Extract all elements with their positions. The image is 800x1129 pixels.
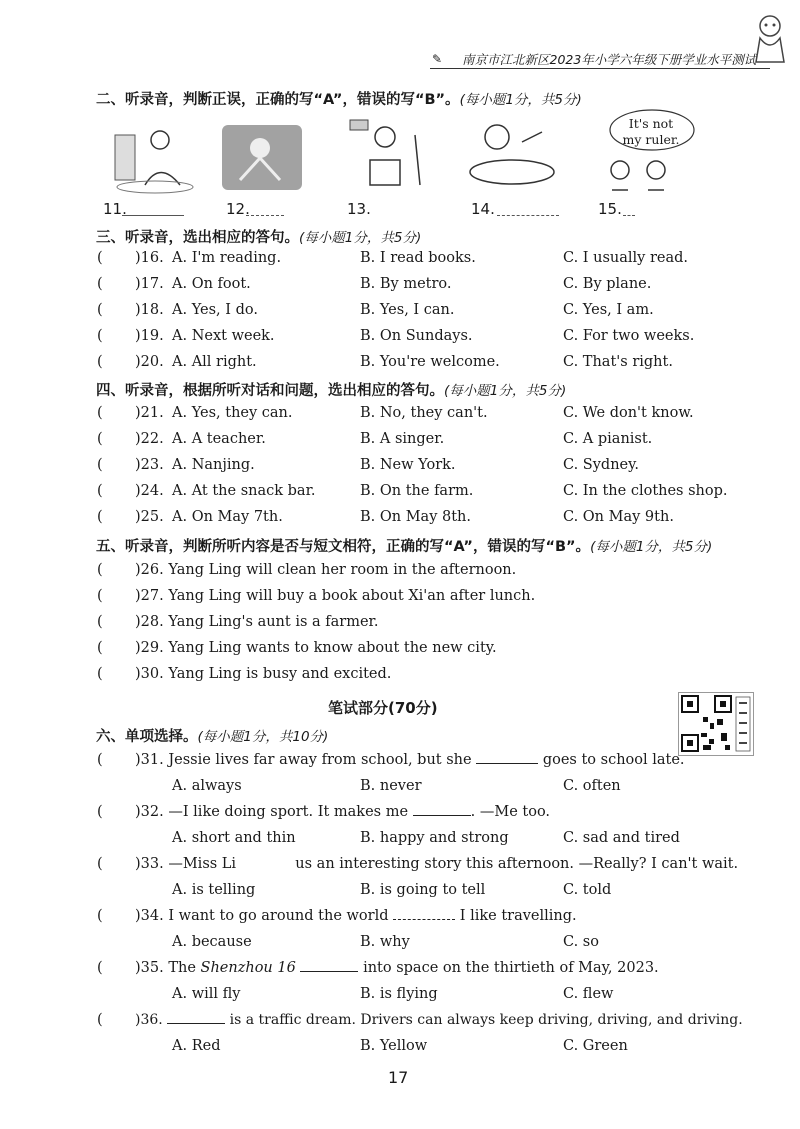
answer-blank-11[interactable]: [122, 215, 184, 216]
part3-title: 三、听录音，选出相应的答句。: [96, 230, 299, 246]
q36-option-c: C. Green: [563, 1038, 628, 1054]
label-15: 15.: [598, 200, 622, 218]
q18-option-a: A. Yes, I do.: [172, 302, 258, 318]
q21-num: )21.: [135, 405, 164, 421]
q25-option-b: B. On May 8th.: [360, 509, 472, 525]
q32-post: . —Me too.: [470, 804, 551, 820]
q24-option-b: B. On the farm.: [360, 483, 474, 499]
q19-option-b: B. On Sundays.: [360, 328, 473, 344]
paren-19[interactable]: (: [97, 328, 103, 344]
paren-34[interactable]: (: [97, 908, 103, 924]
q30-statement: )30. Yang Ling is busy and excited.: [135, 666, 392, 682]
q33-option-a: A. is telling: [172, 882, 256, 898]
pen-icon: ✎: [432, 52, 443, 66]
q18-num: )18.: [135, 302, 164, 318]
q31-option-c: C. often: [563, 778, 621, 794]
q20-option-a: A. All right.: [172, 354, 257, 370]
picture-13-icon: [345, 115, 430, 195]
answer-blank-12[interactable]: [246, 215, 284, 216]
q34-option-c: C. so: [563, 934, 599, 950]
q35-italic-name: Shenzhou 16: [200, 960, 296, 976]
label-11: 11.: [103, 200, 127, 218]
q22-option-a: A. A teacher.: [172, 431, 266, 447]
answer-blank-15[interactable]: [623, 215, 635, 216]
q33-option-c: C. told: [563, 882, 612, 898]
q36-num: )36.: [135, 1012, 163, 1028]
q19-option-c: C. For two weeks.: [563, 328, 695, 344]
paren-20[interactable]: (: [97, 354, 103, 370]
q17-option-a: A. On foot.: [172, 276, 251, 292]
picture-12-icon: [220, 120, 305, 195]
q34-option-a: A. because: [172, 934, 252, 950]
part4-title: 四、听录音，根据所听对话和问题，选出相应的答句。: [96, 383, 444, 399]
q24-option-a: A. At the snack bar.: [172, 483, 316, 499]
q33-post: us an interesting story this afternoon. —Really? I can't wait.: [295, 856, 739, 872]
paren-18[interactable]: (: [97, 302, 103, 318]
paren-33[interactable]: (: [97, 856, 103, 872]
part4-heading: [96, 379, 566, 400]
q34-post: I like travelling.: [459, 908, 577, 924]
paren-22[interactable]: (: [97, 431, 103, 447]
q24-num: )24.: [135, 483, 164, 499]
q28-statement: )28. Yang Ling's aunt is a farmer.: [135, 614, 379, 630]
q32-option-b: B. happy and strong: [360, 830, 509, 846]
q17-option-b: B. By metro.: [360, 276, 452, 292]
part3-heading: [96, 226, 421, 247]
q18-option-c: C. Yes, I am.: [563, 302, 654, 318]
q36-blank[interactable]: [167, 1023, 225, 1024]
q24-option-c: C. In the clothes shop.: [563, 483, 728, 499]
q35-blank[interactable]: [300, 971, 358, 972]
q32-option-c: C. sad and tired: [563, 830, 680, 846]
q31-blank[interactable]: [476, 763, 538, 764]
q16-option-b: B. I read books.: [360, 250, 476, 266]
q36-option-b: B. Yellow: [360, 1038, 428, 1054]
answer-blank-14[interactable]: [497, 215, 559, 216]
part6-note: (每小题1分，共10分): [197, 729, 329, 745]
q35-post: into space on the thirtieth of May, 2023.: [363, 960, 659, 976]
q16-option-c: C. I usually read.: [563, 250, 689, 266]
q35-option-b: B. is flying: [360, 986, 438, 1002]
written-part-title: 笔试部分(70分): [328, 699, 438, 717]
part2-title: 二、听录音，判断正误，正确的写“A”，错误的写“B”。: [96, 92, 460, 108]
q35-num: )35.: [135, 960, 164, 976]
q23-num: )23.: [135, 457, 164, 473]
paren-29[interactable]: (: [97, 640, 103, 656]
q33-option-b: B. is going to tell: [360, 882, 486, 898]
q23-option-c: C. Sydney.: [563, 457, 639, 473]
q22-option-c: C. A pianist.: [563, 431, 653, 447]
q32-blank[interactable]: [413, 815, 471, 816]
paren-26[interactable]: (: [97, 562, 103, 578]
paren-25[interactable]: (: [97, 509, 103, 525]
q32-pre: —I like doing sport. It makes me: [168, 804, 409, 820]
q33-pre: —Miss Li: [168, 856, 237, 872]
q20-num: )20.: [135, 354, 164, 370]
page-number: 17: [388, 1068, 409, 1087]
q21-option-b: B. No, they can't.: [360, 405, 488, 421]
part2-note: (每小题1分，共5分): [459, 92, 582, 108]
q35-option-a: A. will fly: [172, 986, 241, 1002]
q19-option-a: A. Next week.: [172, 328, 275, 344]
speech-bubble-text: It's not my ruler.: [622, 116, 680, 147]
q31-stem: [135, 752, 685, 768]
q25-num: )25.: [135, 509, 164, 525]
qr-code-icon[interactable]: [678, 692, 754, 756]
q26-statement: )26. Yang Ling will clean her room in the afternoon.: [135, 562, 517, 578]
q20-option-b: B. You're welcome.: [360, 354, 500, 370]
part5-heading: [96, 535, 712, 556]
q36-stem: [135, 1012, 743, 1028]
part3-note: (每小题1分，共5分): [299, 230, 422, 246]
q19-num: )19.: [135, 328, 164, 344]
q29-statement: )29. Yang Ling wants to know about the new city.: [135, 640, 497, 656]
q33-stem: [135, 856, 738, 872]
picture-14-icon: [462, 112, 557, 192]
q36-post: is a traffic dream. Drivers can always keep driving, driving, and driving.: [229, 1012, 743, 1028]
paren-27[interactable]: (: [97, 588, 103, 604]
q22-num: )22.: [135, 431, 164, 447]
q35-stem: [135, 960, 659, 976]
part5-note: (每小题1分，共5分): [590, 539, 713, 555]
q31-pre: Jessie lives far away from school, but she: [168, 752, 472, 768]
q34-pre: I want to go around the world: [168, 908, 389, 924]
paren-21[interactable]: (: [97, 405, 103, 421]
q16-num: )16.: [135, 250, 164, 266]
paren-36[interactable]: (: [97, 1012, 103, 1028]
q35-pre: The: [168, 960, 196, 976]
q34-blank[interactable]: [393, 919, 455, 920]
q35-option-c: C. flew: [563, 986, 614, 1002]
q17-num: )17.: [135, 276, 164, 292]
q34-stem: [135, 908, 577, 924]
paren-30[interactable]: (: [97, 666, 103, 682]
paren-17[interactable]: (: [97, 276, 103, 292]
label-14: 14.: [471, 200, 495, 218]
part5-title: 五、听录音，判断所听内容是否与短文相符，正确的写“A”，错误的写“B”。: [96, 539, 591, 555]
part2-heading: [96, 88, 582, 109]
paren-16[interactable]: (: [97, 250, 103, 266]
q21-option-c: C. We don't know.: [563, 405, 694, 421]
q31-option-b: B. never: [360, 778, 422, 794]
q32-option-a: A. short and thin: [172, 830, 296, 846]
q31-post: goes to school late.: [542, 752, 685, 768]
header-title: 南京市江北新区2023年小学六年级下册学业水平测试: [462, 52, 757, 67]
paren-23[interactable]: (: [97, 457, 103, 473]
paren-32[interactable]: (: [97, 804, 103, 820]
q21-option-a: A. Yes, they can.: [172, 405, 293, 421]
paren-28[interactable]: (: [97, 614, 103, 630]
q18-option-b: B. Yes, I can.: [360, 302, 455, 318]
cartoon-figure-icon: [746, 12, 794, 72]
q23-option-b: B. New York.: [360, 457, 456, 473]
picture-11-icon: [110, 115, 200, 195]
q36-option-a: A. Red: [172, 1038, 221, 1054]
part6-title: 六、单项选择。: [96, 729, 198, 745]
q31-option-a: A. always: [172, 778, 242, 794]
paren-35[interactable]: (: [97, 960, 103, 976]
q25-option-c: C. On May 9th.: [563, 509, 674, 525]
paren-31[interactable]: (: [97, 752, 103, 768]
q32-stem: [135, 804, 550, 820]
q27-statement: )27. Yang Ling will buy a book about Xi'an after lunch.: [135, 588, 536, 604]
q17-option-c: C. By plane.: [563, 276, 652, 292]
part4-note: (每小题1分，共5分): [444, 383, 567, 399]
q20-option-c: C. That's right.: [563, 354, 673, 370]
q32-num: )32.: [135, 804, 164, 820]
label-13: 13.: [347, 200, 371, 218]
q34-num: )34.: [135, 908, 164, 924]
q16-option-a: A. I'm reading.: [172, 250, 282, 266]
label-12: 12.: [226, 200, 250, 218]
q23-option-a: A. Nanjing.: [172, 457, 255, 473]
part6-heading: [96, 725, 328, 746]
q22-option-b: B. A singer.: [360, 431, 445, 447]
paren-24[interactable]: (: [97, 483, 103, 499]
q31-num: )31.: [135, 752, 164, 768]
q34-option-b: B. why: [360, 934, 410, 950]
q25-option-a: A. On May 7th.: [172, 509, 283, 525]
q33-num: )33.: [135, 856, 164, 872]
